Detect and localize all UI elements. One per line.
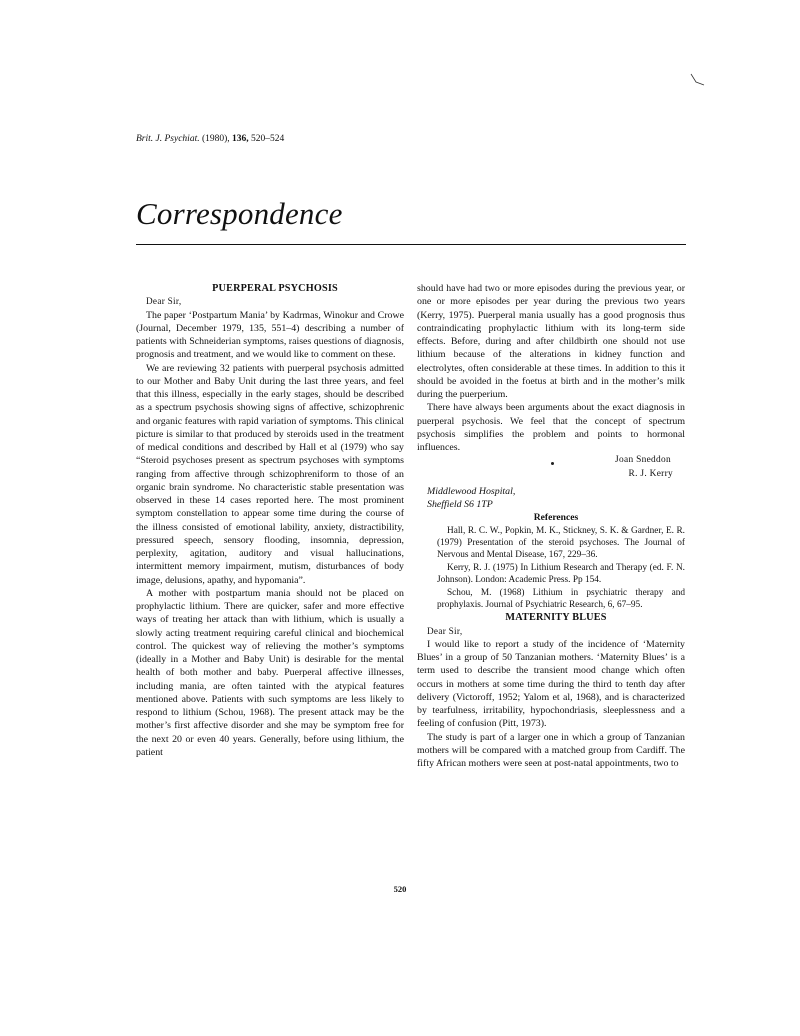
citation-pages: 520–524	[251, 134, 285, 144]
affiliation-line: Sheffield S6 1TP	[427, 499, 493, 510]
article-title-maternity-blues: MATERNITY BLUES	[505, 612, 607, 624]
section-title: Correspondence	[136, 196, 343, 231]
reference-item: Schou, M. (1968) Lithium in psychiatric therapy and prophylaxis. Journal of Psychiatric Research, 6, 67–95.	[437, 587, 685, 610]
paragraph: There have always been arguments about the exact diagnosis in puerperal psychosis. We feel that the concept of spectrum psychosis simplifies the problem and points to hormonal influences.	[417, 402, 685, 453]
salutation: Dear Sir,	[146, 296, 182, 307]
citation-journal: Brit. J. Psychiat.	[136, 134, 200, 144]
salutation: Dear Sir,	[427, 625, 463, 636]
reference-item: Kerry, R. J. (1975) In Lithium Research and Therapy (ed. F. N. Johnson). London: Academic Press. Pp 154.	[437, 562, 685, 586]
page-number: 520	[393, 884, 407, 894]
scan-mark-icon	[690, 72, 706, 88]
signatory: R. J. Kerry	[628, 468, 673, 479]
right-column	[417, 282, 685, 770]
paragraph: We are reviewing 32 patients with puerperal psychosis admitted to our Mother and Baby Unit during the last three years, and feel that this illness, especially in the early stages, should be described as a spectrum psychosis showing signs of affective, schizophrenic and organic features with rapid variation of symptoms. This clinical picture is similar to that produced by steroids used in the treatment of medical conditions and described by Hall et al (1979) who say “Steroid psychoses present as spectrum psychoses with symptoms ranging from affective through schizophreniform to those of an organic brain syndrome. No characteristic stable presentation was observed in these 14 cases reported here. The most prominent symptom constellation to appear some time during the course of the illness consisted of emotional lability, anxiety, distractibility, pressured speech, sensory flooding, insomnia, depression, perplexity, agitation, auditory and visual hallucinations, intermittent memory impairment, mutism, disturbances of body image, delusions, apathy, and hypomania”.	[136, 362, 404, 586]
signatory: Joan Sneddon	[615, 455, 671, 466]
paragraph: A mother with postpartum mania should not be placed on prophylactic lithium. There are quicker, safer and more effective ways of treating her attack than with lithium, which is usually a slowly acting treatment requiring careful clinical and biochemical control. The quickest way of relieving the mother’s symptoms (ideally in a Mother and Baby Unit) is desirable for the mental health of both mother and baby. Puerperal affective illnesses, including mania, are often tainted with the atypical features mentioned above. Patients with such symptoms are less likely to respond to lithium (Schou, 1968). The present attack may be the mother’s first affective disorder and she may be symptom free for the next 20 or even 40 years. Generally, before using lithium, the patient	[136, 587, 404, 758]
paragraph: The paper ‘Postpartum Mania’ by Kadrmas, Winokur and Crowe (Journal, December 1979, 135, 551–4) describing a number of patients with Schneiderian symptoms, raises questions of diagnosis, prognosis and treatment, and we would like to comment on these.	[136, 309, 404, 361]
citation-year: (1980),	[201, 134, 230, 144]
journal-citation	[136, 134, 284, 144]
reference-item: Hall, R. C. W., Popkin, M. K., Stickney, S. K. & Gardner, E. R. (1979) Presentation of the steroid psychoses. The Journal of Nervous and Mental Disease, 167, 229–36.	[437, 525, 685, 561]
paragraph: The study is part of a larger one in which a group of Tanzanian mothers will be compared with a matched group from Cardiff. The fifty African mothers were seen at post-natal appointments, two to	[417, 731, 685, 770]
title-rule	[136, 244, 686, 245]
references-heading: References	[533, 512, 579, 524]
article-title-puerperal-psychosis: PUERPERAL PSYCHOSIS	[212, 283, 338, 294]
affiliation-line: Middlewood Hospital,	[427, 485, 516, 497]
paragraph-continuation: should have had two or more episodes during the previous year, or one or more episodes per year during the previous two years (Kerry, 1975). Puerperal mania usually has a good prognosis thus contraindicating prophylactic lithium with its long-term side effects. Before, during and after childbirth one should not use lithium because of the alterations in kidney function and electrolytes, often considerable at these times. In addition to this it should be avoided in the foetus at birth and in the mother’s milk during the puerperium.	[417, 283, 685, 400]
citation-volume: 136,	[232, 134, 249, 144]
paragraph: I would like to report a study of the incidence of ‘Maternity Blues’ in a group of 50 Tanzanian mothers. ‘Maternity Blues’ is a term used to describe the transient mood change which often occurs in mothers at some time during the third to tenth day after delivery (Victoroff, 1952; Yalom et al, 1968), and is characterized by tearfulness, irritability, hypochondriasis, sleeplessness and a feeling of confusion (Pitt, 1973).	[417, 638, 685, 730]
left-column	[136, 282, 404, 759]
scan-speck	[551, 462, 554, 465]
